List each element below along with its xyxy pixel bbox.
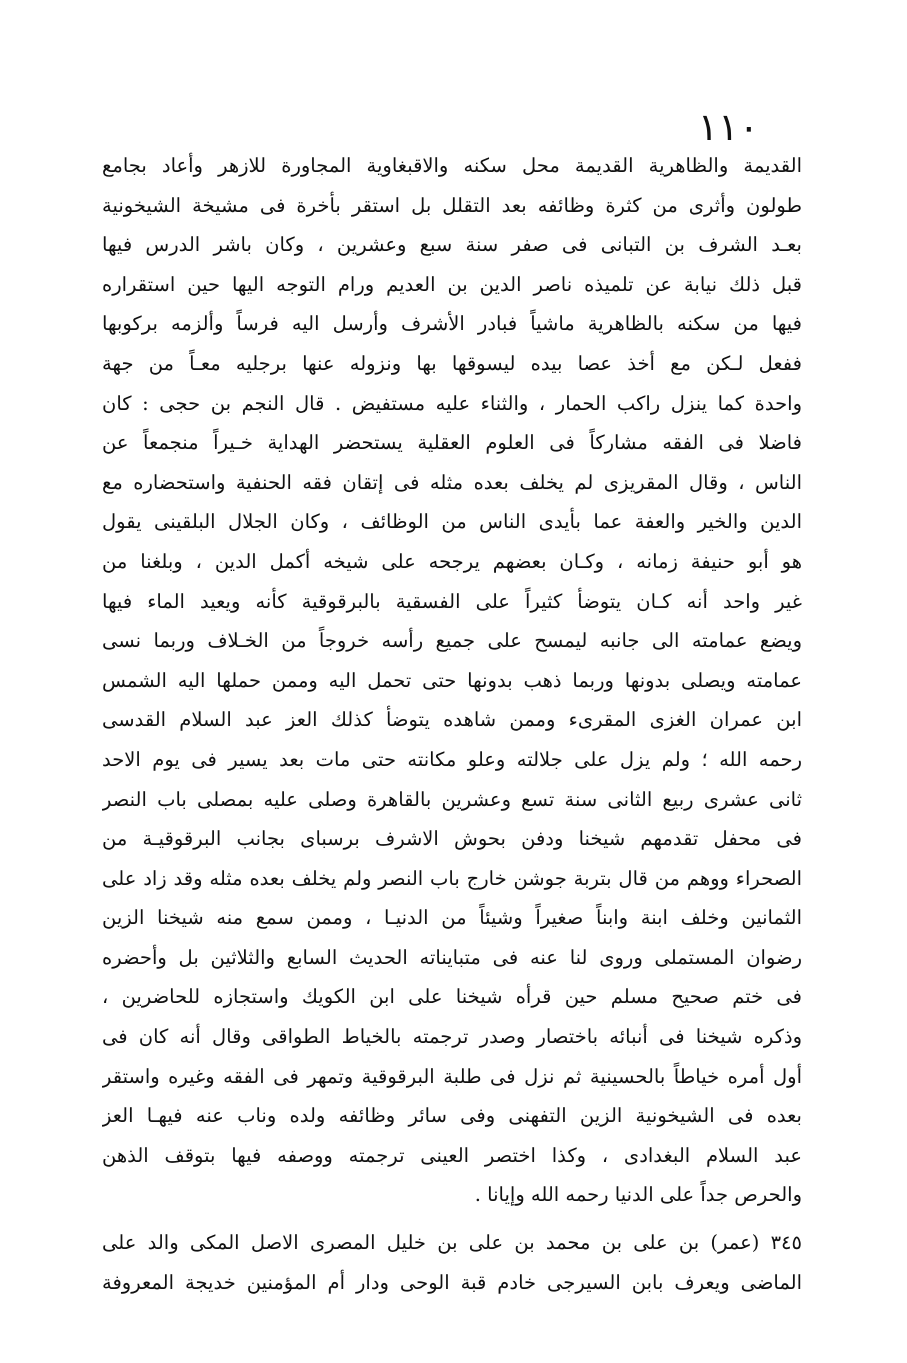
text-line: رحمه الله ؛ ولم يزل على جلالته وعلو مكانته حتى مات بعد يسير فى يوم الاحد — [102, 747, 802, 771]
entry-345 — [102, 1223, 802, 1302]
text-line: واحدة كما ينزل راكب الحمار ، والثناء عليه مستفيض . قال النجم بن حجى : كان — [102, 391, 802, 415]
text-line: فى محفل تقدمهم شيخنا ودفن بحوش الاشرف برسباى بجانب البرقوقيـة من — [102, 827, 802, 851]
text-line: الناس ، وقال المقريزى لم يخلف بعده مثله فى إتقان فقه الحنفية واستحضاره مع — [102, 470, 802, 494]
text-line: عبد السلام البغدادى ، وكذا اختصر العينى ترجمته ووصفه فيها بتوقف الذهن — [102, 1143, 802, 1167]
text-line: ويضع عمامته الى جانبه ليمسح على جميع رأسه خروجاً من الخـلاف وربما نسى — [102, 629, 802, 653]
text-line: ثانى عشرى ربيع الثانى سنة تسع وعشرين بالقاهرة وصلى عليه بمصلى باب النصر — [102, 787, 802, 811]
text-line: عمامته ويصلى بدونها وربما ذهب بدونها حتى تحمل اليه وممن حملها اليه الشمس — [102, 668, 802, 692]
text-line: فى ختم صحيح مسلم حين قرأه شيخنا على ابن الكويك واستجازه للحاضرين ، — [102, 985, 802, 1009]
page-number: ١١٠ — [697, 105, 759, 149]
text-line: بعده فى الشيخونية الزين التفهنى وفى سائر وظائفه ولده وناب عنه فيهـا العز — [102, 1104, 802, 1128]
text-line: فاضلا فى الفقه مشاركاً فى العلوم العقلية يستحضر الهداية خـيراً منجمعاً عن — [102, 431, 802, 455]
text-line: بعـد الشرف بن التبانى فى صفر سنة سبع وعشرين ، وكان باشر الدرس فيها — [102, 233, 802, 257]
text-line: أول أمره خياطاً بالحسينية ثم نزل فى طلبة البرقوقية وتمهر فى الفقه وغيره واستقر — [102, 1064, 802, 1088]
text-line: قبل ذلك نيابة عن تلميذه ناصر الدين بن العديم ورام التوجه اليها حين استقراره — [102, 272, 802, 296]
text-line: ابن عمران الغزى المقرىء وممن شاهده يتوضأ كذلك العز عبد السلام القدسى — [102, 708, 802, 732]
text-line: غير واحد أنه كـان يتوضأ كثيراً على الفسقية بالبرقوقية كأنه ويعيد الماء فيها — [102, 589, 802, 613]
biography-paragraph — [102, 146, 802, 1215]
text-line: طولون وأثرى من كثرة وظائفه بعد التقلل بل استقر بأخرة فى مشيخة الشيخونية — [102, 193, 802, 217]
text-line: هو أبو حنيفة زمانه ، وكـان بعضهم يرجحه على شيخه أكمل الدين ، وبلغنا من — [102, 549, 802, 573]
text-line: فيها من سكنه بالظاهرية ماشياً فبادر الأشرف وأرسل اليه فرساً وألزمه بركوبها — [102, 312, 802, 336]
text-line: وذكره شيخنا فى أنبائه باختصار وصدر ترجمته بالخياط الطواقى وقال أنه كان فى — [102, 1025, 802, 1049]
text-line: ٣٤٥ (عمر) بن على بن محمد بن على بن خليل المصرى الاصل المكى والد على — [102, 1231, 802, 1255]
text-line: الصحراء ووهم من قال بتربة جوشن خارج باب النصر ولم يخلف بعده مثله وقد زاد على — [102, 866, 802, 890]
text-line: والحرص جداً على الدنيا رحمه الله وإيانا . — [474, 1183, 802, 1207]
text-line: رضوان المستملى وروى لنا عنه فى متبايناته الحديث السابع والثلاثين بل وأحضره — [102, 945, 802, 969]
paragraph-gap — [102, 1215, 802, 1223]
main-text — [102, 146, 802, 1302]
text-line: القديمة والظاهرية القديمة محل سكنه والاقبغاوية المجاورة للازهر وأعاد بجامع — [102, 154, 802, 177]
text-line: الثمانين وخلف ابنة وابناً صغيراً وشيئاً من الدنيـا ، وممن سمع منه شيخنا الزين — [102, 906, 802, 930]
text-line: الماضى ويعرف بابن السيرجى خادم قبة الوحى ودار أم المؤمنين خديجة المعروفة — [102, 1270, 802, 1294]
text-line: ففعل لـكن مع أخذ عصا بيده ليسوقها بها ونزوله عنها برجليه معـاً من جهة — [102, 351, 802, 375]
text-line: الدين والخير والعفة عما بأيدى الناس من الوظائف ، وكان الجلال البلقينى يقول — [102, 510, 802, 534]
